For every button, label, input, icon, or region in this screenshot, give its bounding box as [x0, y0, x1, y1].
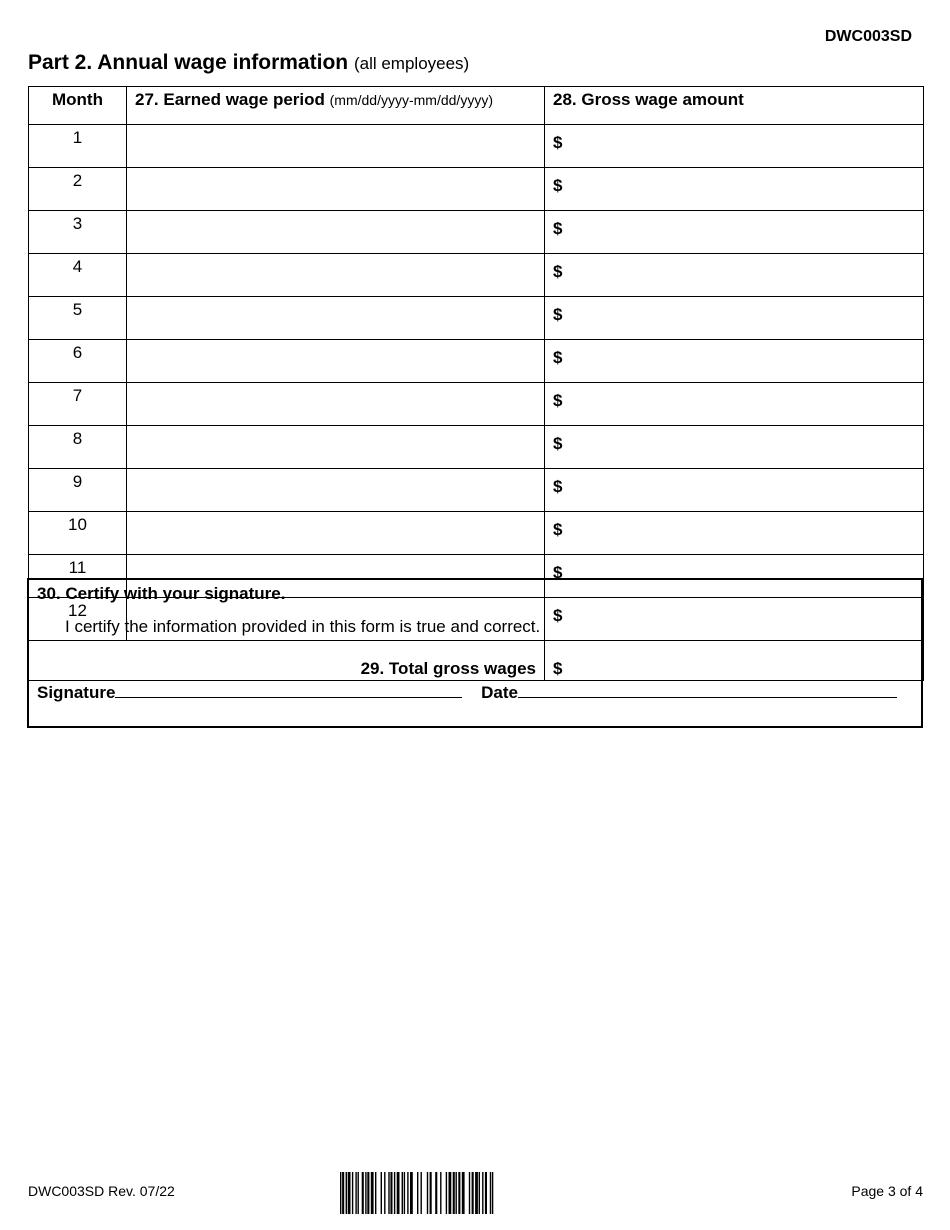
earned-wage-period-field[interactable] — [127, 469, 545, 512]
barcode-bar — [402, 1172, 403, 1214]
month-number: 1 — [29, 125, 127, 168]
month-number: 11 — [29, 555, 127, 598]
barcode-bar — [435, 1172, 437, 1214]
barcode-bar — [355, 1172, 356, 1214]
barcode-bar — [440, 1172, 441, 1214]
month-number: 10 — [29, 512, 127, 555]
barcode-bar — [475, 1172, 478, 1214]
barcode-bar — [421, 1172, 422, 1214]
signature-label: Signature — [37, 683, 116, 702]
barcode-bar — [446, 1172, 447, 1214]
month-number: 9 — [29, 469, 127, 512]
gross-wage-amount-field[interactable]: $ — [545, 211, 924, 254]
table-row — [29, 340, 924, 383]
gross-wage-amount-field[interactable]: $ — [545, 426, 924, 469]
barcode-bar — [352, 1172, 353, 1214]
barcode-bar — [365, 1172, 366, 1214]
table-row — [29, 512, 924, 555]
signature-row — [37, 679, 897, 703]
gross-wage-amount-field[interactable]: $ — [545, 383, 924, 426]
total-gross-wages-field[interactable]: $ — [545, 641, 924, 681]
barcode-bar — [388, 1172, 389, 1214]
barcode-bar — [456, 1172, 457, 1214]
total-gross-wages-label: 29. Total gross wages — [29, 641, 545, 681]
part-subtitle: (all employees) — [353, 54, 470, 73]
table-row — [29, 211, 924, 254]
barcode-bar — [449, 1172, 452, 1214]
earned-wage-period-field[interactable] — [127, 125, 545, 168]
barcode-bar — [485, 1172, 487, 1214]
earned-wage-period-field[interactable] — [127, 383, 545, 426]
table-row — [29, 297, 924, 340]
barcode-icon — [340, 1172, 616, 1214]
barcode-bar — [340, 1172, 341, 1214]
gross-wage-amount-field[interactable]: $ — [545, 512, 924, 555]
gross-wage-amount-field[interactable]: $ — [545, 598, 924, 641]
gross-wage-amount-header: 28. Gross wage amount — [545, 87, 924, 125]
gross-wage-amount-field[interactable]: $ — [545, 254, 924, 297]
month-number: 6 — [29, 340, 127, 383]
wage-table-header — [29, 87, 924, 125]
barcode-bar — [490, 1172, 491, 1214]
gross-wage-amount-field[interactable]: $ — [545, 168, 924, 211]
barcode-bar — [346, 1172, 347, 1214]
barcode-bar — [375, 1172, 376, 1214]
table-row — [29, 426, 924, 469]
barcode-bar — [479, 1172, 480, 1214]
date-label: Date — [481, 683, 518, 702]
barcode-bar — [358, 1172, 359, 1214]
gross-wage-amount-field[interactable]: $ — [545, 125, 924, 168]
gross-wage-amount-field[interactable]: $ — [545, 469, 924, 512]
table-row — [29, 383, 924, 426]
signature-field[interactable] — [115, 679, 462, 698]
gross-wage-amount-field[interactable]: $ — [545, 555, 924, 598]
barcode-bar — [407, 1172, 408, 1214]
barcode-bar — [348, 1172, 351, 1214]
barcode-bar — [367, 1172, 369, 1214]
part-title — [28, 51, 469, 75]
barcode-bar — [397, 1172, 400, 1214]
part-title-text: Part 2. Annual wage information — [28, 51, 349, 74]
month-number: 4 — [29, 254, 127, 297]
barcode-bar — [404, 1172, 405, 1214]
barcode-bar — [410, 1172, 413, 1214]
gross-wage-amount-field[interactable]: $ — [545, 297, 924, 340]
barcode-bar — [390, 1172, 392, 1214]
month-number: 5 — [29, 297, 127, 340]
barcode-bar — [362, 1172, 364, 1214]
barcode-bar — [469, 1172, 470, 1214]
month-column-header: Month — [29, 87, 127, 125]
earned-wage-period-field[interactable] — [127, 254, 545, 297]
earned-wage-period-field[interactable] — [127, 426, 545, 469]
form-revision: DWC003SD Rev. 07/22 — [28, 1183, 175, 1199]
barcode-bar — [394, 1172, 395, 1214]
certification-section — [27, 578, 923, 728]
table-row — [29, 168, 924, 211]
month-number: 2 — [29, 168, 127, 211]
barcode-bar — [458, 1172, 460, 1214]
barcode-bar — [384, 1172, 385, 1214]
earned-wage-period-field[interactable] — [127, 297, 545, 340]
barcode-bar — [427, 1172, 428, 1214]
month-number: 7 — [29, 383, 127, 426]
table-row — [29, 125, 924, 168]
month-number: 12 — [29, 598, 127, 641]
certification-statement: I certify the information provided in this form is true and correct. — [65, 617, 541, 636]
page-number: Page 3 of 4 — [851, 1183, 923, 1199]
barcode-bar — [342, 1172, 344, 1214]
barcode-bar — [462, 1172, 465, 1214]
barcode-bar — [371, 1172, 374, 1214]
earned-wage-period-label: 27. Earned wage period — [135, 90, 325, 109]
date-field[interactable] — [518, 679, 897, 698]
month-number: 8 — [29, 426, 127, 469]
certification-title: 30. Certify with your signature. — [37, 584, 286, 603]
barcode-bar — [430, 1172, 432, 1214]
barcode-bar — [381, 1172, 382, 1214]
earned-wage-period-field[interactable] — [127, 512, 545, 555]
earned-wage-period-header — [127, 87, 545, 125]
barcode-bar — [482, 1172, 483, 1214]
table-row — [29, 469, 924, 512]
barcode-bar — [417, 1172, 418, 1214]
month-number: 3 — [29, 211, 127, 254]
earned-wage-period-field[interactable] — [127, 211, 545, 254]
barcode-bar — [492, 1172, 493, 1214]
gross-wage-amount-field[interactable]: $ — [545, 340, 924, 383]
date-format-hint: (mm/dd/yyyy-mm/dd/yyyy) — [329, 92, 493, 108]
barcode-bar — [453, 1172, 455, 1214]
form-code: DWC003SD — [824, 28, 912, 45]
earned-wage-period-field[interactable] — [127, 340, 545, 383]
earned-wage-period-field[interactable] — [127, 168, 545, 211]
barcode-bar — [472, 1172, 474, 1214]
table-row — [29, 254, 924, 297]
